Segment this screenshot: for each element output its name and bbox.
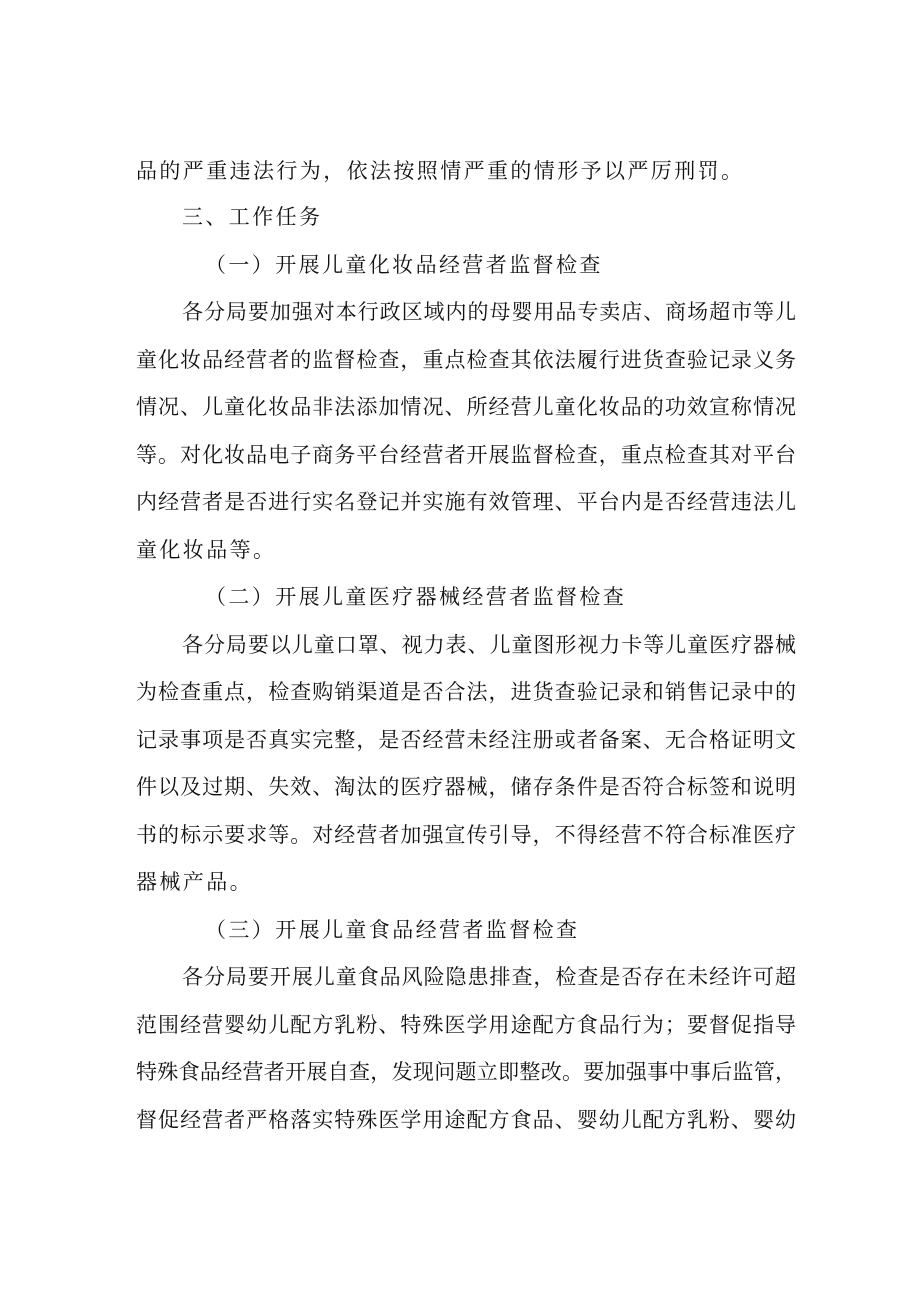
paragraph-line-19: 范围经营婴幼儿配方乳粉、特殊医学用途配方食品行为；要督促指导 <box>136 1013 796 1037</box>
subsection-heading-two: （二）开展儿童医疗器械经营者监督检查 <box>205 585 627 609</box>
subsection-heading-one: （一）开展儿童化妆品经营者监督检查 <box>205 253 603 277</box>
paragraph-line-5: 童化妆品经营者的监督检查，重点检查其依法履行进货查验记录义务 <box>136 348 796 372</box>
paragraph-line-4: 各分局要加强对本行政区域内的母婴用品专卖店、商场超市等儿 <box>182 300 796 324</box>
paragraph-line-21: 督促经营者严格落实特殊医学用途配方食品、婴幼儿配方乳粉、婴幼 <box>136 1108 796 1132</box>
paragraph-line-13: 记录事项是否真实完整，是否经营未经注册或者备案、无合格证明文 <box>136 728 796 752</box>
section-heading-three: 三、工作任务 <box>182 205 323 229</box>
paragraph-line-12: 为检查重点，检查购销渠道是否合法，进货查验记录和销售记录中的 <box>136 680 796 704</box>
paragraph-line-7: 等。对化妆品电子商务平台经营者开展监督检查，重点检查其对平台 <box>136 443 796 467</box>
paragraph-line-9: 童化妆品等。 <box>136 538 277 562</box>
paragraph-line-1: 品的严重违法行为，依法按照情严重的情形予以严厉刑罚。 <box>136 159 745 183</box>
subsection-heading-three: （三）开展儿童食品经营者监督检查 <box>205 918 580 942</box>
paragraph-line-15: 书的标示要求等。对经营者加强宣传引导，不得经营不符合标准医疗 <box>136 823 796 847</box>
paragraph-line-20: 特殊食品经营者开展自查，发现问题立即整改。要加强事中事后监管， <box>136 1060 796 1084</box>
paragraph-line-6: 情况、儿童化妆品非法添加情况、所经营儿童化妆品的功效宣称情况 <box>136 395 796 419</box>
paragraph-line-11: 各分局要以儿童口罩、视力表、儿童图形视力卡等儿童医疗器械 <box>182 633 796 657</box>
paragraph-line-16: 器械产品。 <box>136 870 253 894</box>
paragraph-line-14: 件以及过期、失效、淘汰的医疗器械，储存条件是否符合标签和说明 <box>136 775 796 799</box>
paragraph-line-8: 内经营者是否进行实名登记并实施有效管理、平台内是否经营违法儿 <box>136 490 796 514</box>
paragraph-line-18: 各分局要开展儿童食品风险隐患排查，检查是否存在未经许可超 <box>182 965 796 989</box>
